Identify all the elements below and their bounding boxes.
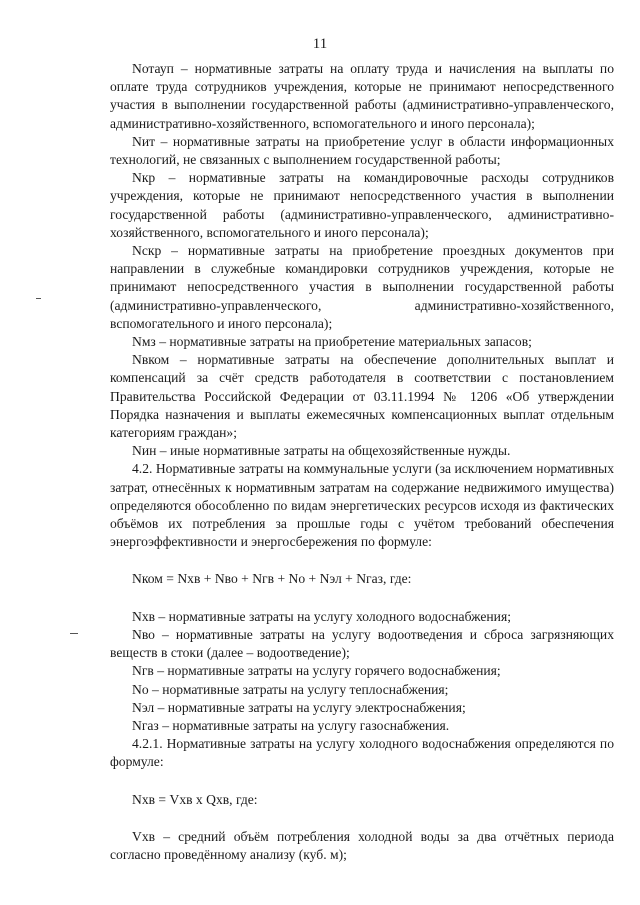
paragraph-nkr: Nкр – нормативные затраты на командировочные расходы сотрудников учреждения, которые не принимают непосредственного участия в выполнении государственной работы (административно-управленческого, административно-хозяйственного, вспомогательного и иного персонала); xyxy=(110,170,614,240)
paragraph-nskr: Nскр – нормативные затраты на приобретение проездных документов при направлении в служебные командировки сотрудников учреждения, которые не принимают непосредственного участия в выполнении государственной работы (административно-управленческого, административно-хозяйственного, вспомогательного и иного персонала); xyxy=(110,243,614,331)
paragraph-ngaz: Nгаз – нормативные затраты на услугу газоснабжения. xyxy=(132,717,450,733)
formula-nxv: Nхв = Vхв х Qхв, где: xyxy=(132,791,258,807)
paragraph-nvo: Nво – нормативные затраты на услугу водоотведения и сброса загрязняющих веществ в стоки (далее – водоотведение); xyxy=(110,626,614,661)
scan-mark xyxy=(36,298,41,299)
formula-nkom: Nком = Nхв + Nво + Nгв + Nо + Nэл + Nгаз, где: xyxy=(132,571,412,587)
paragraph-nel: Nэл – нормативные затраты на услугу электроснабжения; xyxy=(132,699,466,715)
paragraph-nvkom: Nвком – нормативные затраты на обеспечение дополнительных выплат и компенсаций за счёт средств работодателя в соответствии с постановлением Правительства Российской Федерации от 03.11.1994 № 1206 «Об утверждении Порядка назначения и выплаты ежемесячных компенсационных выплат отдельным категориям граждан»; xyxy=(110,352,614,441)
paragraph-nxv: Nхв – нормативные затраты на услугу холодного водоснабжения; xyxy=(132,608,511,624)
paragraph-no: Nо – нормативные затраты на услугу теплоснабжения; xyxy=(132,681,449,697)
paragraph-ngv: Nгв – нормативные затраты на услугу горячего водоснабжения; xyxy=(132,663,501,679)
paragraph-nin: Nин – иные нормативные затраты на общехозяйственные нужды. xyxy=(132,443,511,459)
paragraph-vxv: Vхв – средний объём потребления холодной воды за два отчётных периода согласно проведённому анализу (куб. м); xyxy=(110,828,614,862)
paragraph-nit: Nит – нормативные затраты на приобретение услуг в области информационных технологий, не связанных с выполнением государственной работы; xyxy=(110,133,614,168)
paragraph-4-2: 4.2. Нормативные затраты на коммунальные услуги (за исключением нормативных затрат, отнесённых к нормативным затратам на содержание недвижимого имущества) определяются обособленно по видам энергетических ресурсов исходя из фактических объёмов их потребления за прошлые годы с учётом требований обеспечения энергоэффективности и энергосбережения по формуле: xyxy=(110,461,614,550)
paragraph-4-2-1: 4.2.1. Нормативные затраты на услугу холодного водоснабжения определяются по формуле: xyxy=(110,736,614,770)
page-number: 11 xyxy=(312,36,328,52)
paragraph-nmz: Nмз – нормативные затраты на приобретение материальных запасов; xyxy=(132,334,532,350)
paragraph-notaup: Nотауп – нормативные затраты на оплату труда и начисления на выплаты по оплате труда сотрудников учреждения, которые не принимают непосредственного участия в выполнении государственной работы (административно-управленческого, административно-хозяйственного, вспомогательного и иного персонала); xyxy=(110,61,614,131)
document-body xyxy=(110,60,614,864)
scan-mark xyxy=(70,633,78,634)
